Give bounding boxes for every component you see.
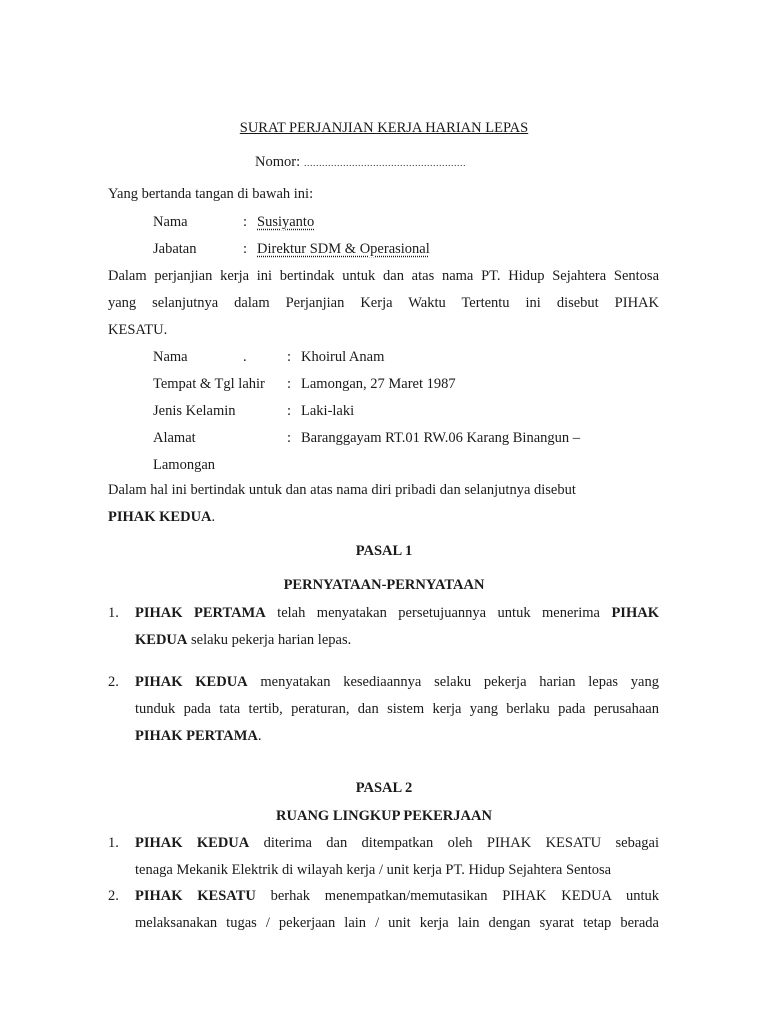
pasal1-item1-line2: KEDUA selaku pekerja harian lepas.: [135, 632, 352, 648]
party2-ttl-label: Tempat & Tgl lahir: [153, 376, 265, 392]
party1-nama-colon: :: [243, 214, 248, 230]
party2-nama-dot: .: [243, 349, 247, 365]
pasal1-item1-num: 1.: [108, 605, 119, 621]
party2-colon-1: :: [287, 349, 292, 365]
pasal1-item1-line1: PIHAK PERTAMA telah menyatakan persetujuannya untuk menerima PIHAK: [135, 605, 659, 621]
party2-ttl-value: Lamongan, 27 Maret 1987: [301, 376, 456, 392]
pasal2-item2-num: 2.: [108, 888, 119, 904]
party1-jabatan-colon: :: [243, 241, 248, 257]
party2-jk-value: Laki-laki: [301, 403, 355, 419]
pasal1-heading: PASAL 1: [355, 543, 413, 559]
party1-text-line2: yang selanjutnya dalam Perjanjian Kerja Waktu Tertentu ini disebut PIHAK: [108, 295, 659, 311]
pihak-kedua-label: PIHAK KEDUA: [108, 509, 212, 525]
pasal2-item1-line1: PIHAK KEDUA diterima dan ditempatkan oleh PIHAK KESATU sebagai: [135, 835, 659, 851]
nomor-value: ………………………………………………: [303, 158, 466, 168]
pasal1-item2-num: 2.: [108, 674, 119, 690]
pasal1-item2-line3: PIHAK PERTAMA.: [135, 728, 262, 744]
party1-jabatan-label: Jabatan: [153, 241, 197, 257]
party2-colon-4: :: [287, 430, 292, 446]
intro-text: Yang bertanda tangan di bawah ini:: [108, 186, 314, 202]
pasal2-item1-num: 1.: [108, 835, 119, 851]
pasal1-item2-line2: tunduk pada tata tertib, peraturan, dan sistem kerja yang berlaku pada perusahaan: [135, 701, 659, 717]
party2-jk-label: Jenis Kelamin: [153, 403, 236, 419]
party2-colon-2: :: [287, 376, 292, 392]
party1-nama-value: Susiyanto: [257, 214, 315, 230]
pasal2-item2-line2: melaksanakan tugas / pekerjaan lain / unit kerja lain dengan syarat tetap berada: [135, 915, 659, 931]
document-title: SURAT PERJANJIAN KERJA HARIAN LEPAS: [239, 120, 529, 136]
pasal2-subheading: RUANG LINGKUP PEKERJAAN: [276, 808, 492, 824]
party2-nama-label: Nama: [153, 349, 188, 365]
party1-jabatan-value: Direktur SDM & Operasional: [257, 241, 430, 257]
pasal1-item2-line1: PIHAK KEDUA menyatakan kesediaannya selaku pekerja harian lepas yang: [135, 674, 659, 690]
party2-colon-3: :: [287, 403, 292, 419]
party2-alamat-value: Baranggayam RT.01 RW.06 Karang Binangun –: [301, 430, 581, 446]
party2-nama-value: Khoirul Anam: [301, 349, 385, 365]
nomor-line: [255, 154, 466, 171]
pasal1-subheading: PERNYATAAN-PERNYATAAN: [283, 577, 485, 593]
pasal2-item2-line1: PIHAK KESATU berhak menempatkan/memutasikan PIHAK KEDUA untuk: [135, 888, 659, 904]
party2-text-line2: PIHAK KEDUA.: [108, 509, 216, 525]
party1-text-line1: Dalam perjanjian kerja ini bertindak untuk dan atas nama PT. Hidup Sejahtera Sentosa: [108, 268, 659, 284]
pasal2-heading: PASAL 2: [355, 780, 413, 796]
pasal2-item1-line2: tenaga Mekanik Elektrik di wilayah kerja / unit kerja PT. Hidup Sejahtera Sentosa: [135, 862, 612, 878]
party1-nama-label: Nama: [153, 214, 188, 230]
party1-text-line3: KESATU.: [108, 322, 168, 338]
party2-text-line1: Dalam hal ini bertindak untuk dan atas nama diri pribadi dan selanjutnya disebut: [108, 482, 576, 498]
party2-alamat-cont: Lamongan: [153, 457, 216, 473]
nomor-label: Nomor:: [255, 154, 301, 170]
party2-alamat-label: Alamat: [153, 430, 196, 446]
